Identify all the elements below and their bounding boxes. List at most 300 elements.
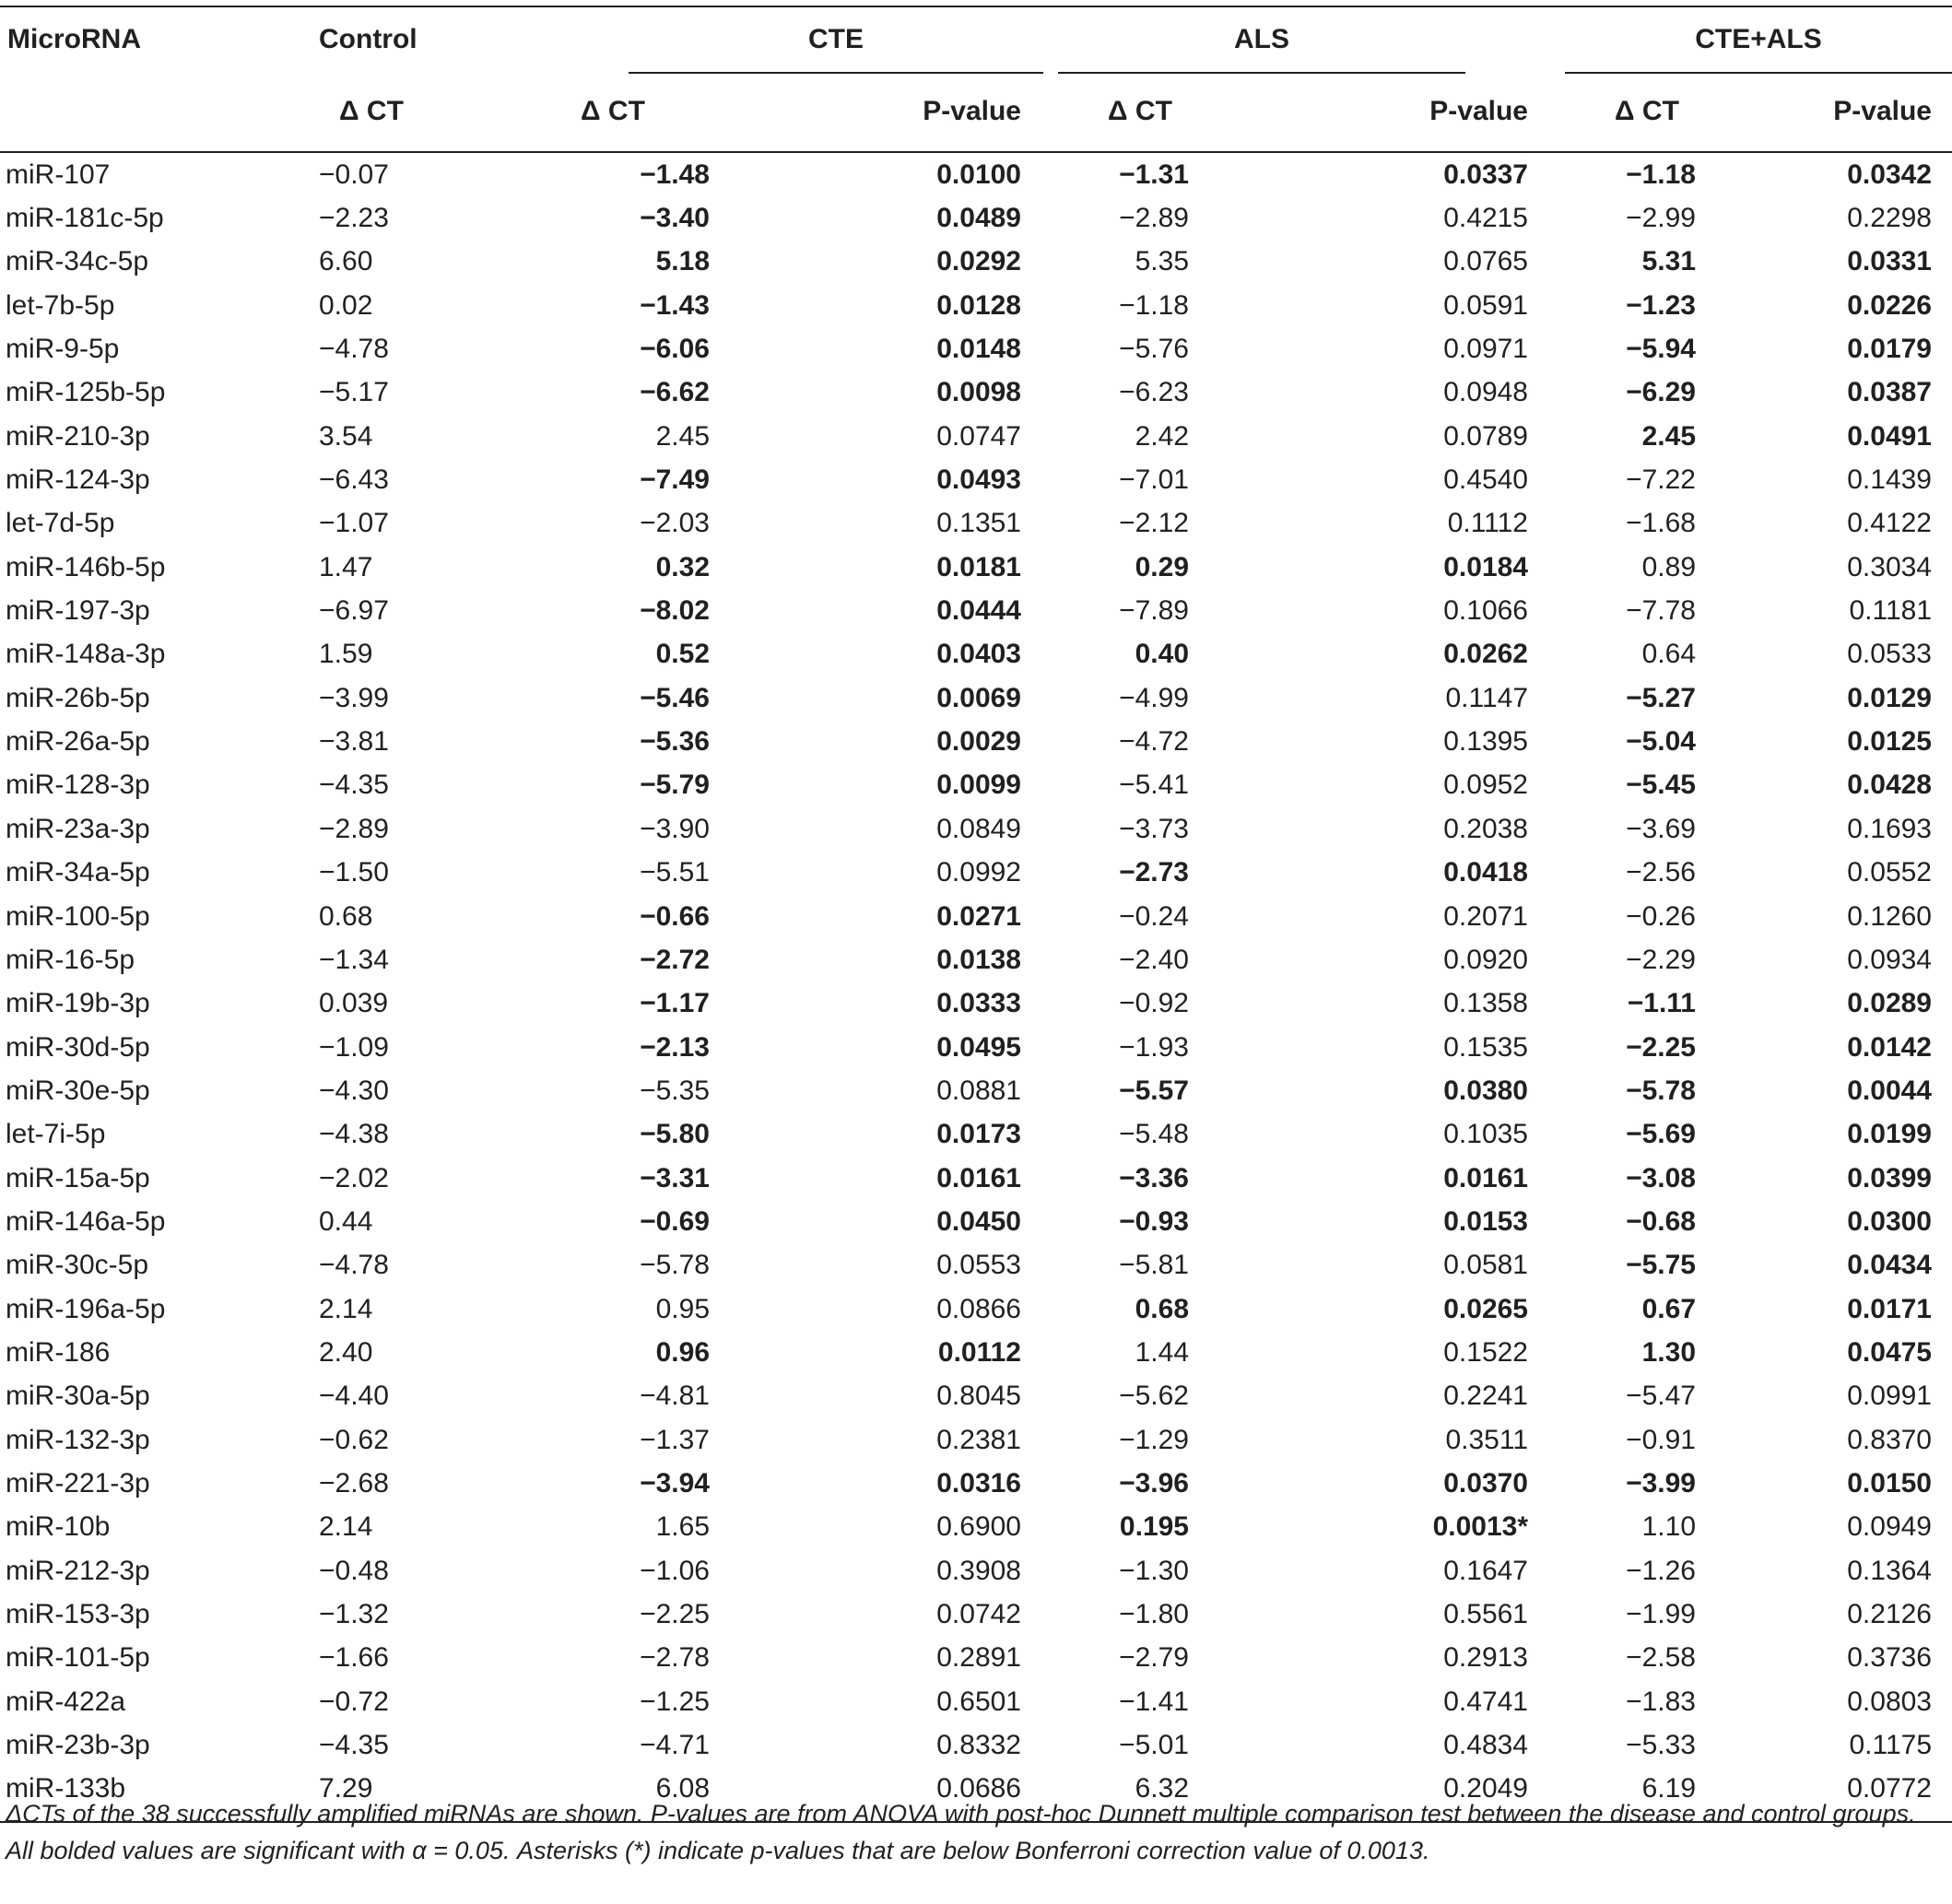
cell-als-pvalue: 0.2913 bbox=[1443, 1642, 1528, 1674]
cell-als-pvalue: 0.0948 bbox=[1443, 377, 1528, 408]
header-microrna: MicroRNA bbox=[0, 6, 276, 72]
cell-cte-dct: 6.08 bbox=[544, 1768, 774, 1822]
header-cte-als: CTE+ALS bbox=[1695, 24, 1822, 54]
cell-als-dct: −3.36 bbox=[1119, 1162, 1189, 1193]
cell-cte-dct: −4.81 bbox=[640, 1381, 710, 1412]
cell-cte-dct: −5.51 bbox=[640, 857, 710, 888]
table-row bbox=[0, 1637, 1952, 1680]
cell-cte-als-pvalue: 0.0044 bbox=[1847, 1075, 1932, 1106]
cell-als-dct: −7.01 bbox=[1119, 464, 1189, 496]
cell-cte-als-pvalue: 0.2126 bbox=[1847, 1599, 1932, 1630]
cell-cte-pvalue: 0.0138 bbox=[936, 944, 1021, 975]
cell-control-dct: 2.40 bbox=[319, 1336, 373, 1368]
cell-control-dct: −4.78 bbox=[319, 1250, 389, 1281]
table-row bbox=[0, 1375, 1952, 1418]
cell-als-dct: −3.96 bbox=[1119, 1467, 1189, 1499]
cell-control-dct: −1.32 bbox=[319, 1599, 389, 1630]
cell-als-pvalue: 0.4540 bbox=[1443, 464, 1528, 496]
cell-cte-als-pvalue: 0.0289 bbox=[1847, 988, 1932, 1019]
header-control: Control bbox=[276, 6, 544, 72]
cell-cte-pvalue: 0.0128 bbox=[936, 289, 1021, 321]
cell-cte-dct: −1.43 bbox=[640, 289, 710, 321]
cell-cte-als-pvalue: 0.1693 bbox=[1847, 813, 1932, 844]
cell-microrna: miR-30d-5p bbox=[6, 1031, 150, 1063]
cell-cte-dct: −4.71 bbox=[640, 1730, 710, 1761]
cell-cte-als-dct: −5.33 bbox=[1626, 1730, 1696, 1761]
cell-cte-dct: −8.02 bbox=[640, 595, 710, 627]
header-row-groups bbox=[0, 6, 1952, 72]
cell-cte-als-dct: −6.29 bbox=[1626, 377, 1696, 408]
cell-als-pvalue: 0.1147 bbox=[1445, 682, 1528, 713]
cell-cte-als-dct: 6.19 bbox=[1558, 1768, 1788, 1822]
cell-cte-dct: −2.72 bbox=[640, 944, 710, 975]
cell-cte-als-dct: −7.22 bbox=[1626, 464, 1696, 496]
cell-cte-als-pvalue: 0.3034 bbox=[1847, 551, 1932, 582]
cell-cte-pvalue: 0.0271 bbox=[936, 900, 1021, 932]
cell-cte-dct: −0.66 bbox=[640, 900, 710, 932]
cell-cte-als-pvalue: 0.0772 bbox=[1788, 1768, 1952, 1822]
cell-cte-dct: −3.40 bbox=[640, 203, 710, 234]
cell-cte-als-dct: 1.10 bbox=[1641, 1511, 1696, 1543]
cell-control-dct: −0.72 bbox=[319, 1686, 389, 1717]
cell-control-dct: 3.54 bbox=[319, 420, 373, 452]
cell-control-dct: −4.78 bbox=[319, 334, 389, 365]
cell-cte-pvalue: 0.6501 bbox=[936, 1686, 1021, 1717]
cell-cte-dct: −5.80 bbox=[640, 1119, 710, 1150]
cell-als-pvalue: 0.0265 bbox=[1443, 1293, 1528, 1324]
cell-control-dct: 2.14 bbox=[319, 1511, 373, 1543]
table-row bbox=[0, 152, 1952, 196]
cell-als-pvalue: 0.0952 bbox=[1443, 770, 1528, 801]
cell-als-dct: −2.89 bbox=[1119, 203, 1189, 234]
cell-cte-dct: −5.46 bbox=[640, 682, 710, 713]
cell-control-dct: 0.68 bbox=[319, 900, 373, 932]
cell-control-dct: −2.89 bbox=[319, 813, 389, 844]
cell-als-dct: 0.29 bbox=[1135, 551, 1189, 582]
cell-cte-als-dct: −1.99 bbox=[1626, 1599, 1696, 1630]
table-row bbox=[0, 1113, 1952, 1157]
cell-als-pvalue: 0.4741 bbox=[1443, 1686, 1528, 1717]
table-row bbox=[0, 1506, 1952, 1549]
cell-control-dct: −4.35 bbox=[319, 1730, 389, 1761]
cell-als-dct: 5.35 bbox=[1135, 246, 1189, 277]
cell-cte-dct: −5.78 bbox=[640, 1250, 710, 1281]
cte-als-group-rule bbox=[1565, 72, 1952, 74]
cell-cte-als-dct: 0.64 bbox=[1641, 639, 1696, 670]
cell-als-pvalue: 0.0591 bbox=[1443, 289, 1528, 321]
cell-cte-dct: 5.18 bbox=[655, 246, 710, 277]
cell-control-dct: −0.48 bbox=[319, 1555, 389, 1586]
cell-microrna: miR-212-3p bbox=[6, 1555, 150, 1586]
table-row bbox=[0, 589, 1952, 632]
cell-cte-als-dct: −1.26 bbox=[1626, 1555, 1696, 1586]
cell-cte-als-pvalue: 0.0552 bbox=[1847, 857, 1932, 888]
cell-cte-pvalue: 0.0029 bbox=[936, 726, 1021, 758]
cell-cte-als-dct: −7.78 bbox=[1626, 595, 1696, 627]
cell-control-dct: −1.07 bbox=[319, 508, 389, 539]
cell-cte-pvalue: 0.0747 bbox=[936, 420, 1021, 452]
cell-cte-als-dct: −3.08 bbox=[1626, 1162, 1696, 1193]
cell-cte-pvalue: 0.0849 bbox=[936, 813, 1021, 844]
cell-cte-als-pvalue: 0.1181 bbox=[1849, 595, 1932, 627]
cell-cte-dct: −6.06 bbox=[640, 334, 710, 365]
cell-als-dct: −1.31 bbox=[1119, 159, 1189, 190]
table-footnote: ΔCTs of the 38 successfully amplified miRNAs are shown. P-values are from ANOVA with post-hoc Dunnett multiple comparison test between the disease and control groups. All bolded values are significant with α = 0.05. Asterisks (*) indicate p-values that are below Bonferroni correction value of 0.0013. bbox=[6, 1800, 1916, 1864]
cell-microrna: miR-101-5p bbox=[6, 1642, 150, 1674]
table-row bbox=[0, 1244, 1952, 1287]
cell-control-dct: 0.039 bbox=[319, 988, 389, 1019]
cell-control-dct: −4.40 bbox=[319, 1381, 389, 1412]
cell-microrna: miR-153-3p bbox=[6, 1599, 150, 1630]
cell-als-pvalue: 0.0161 bbox=[1443, 1162, 1528, 1193]
cell-cte-als-dct: −1.83 bbox=[1626, 1686, 1696, 1717]
cell-als-pvalue: 0.1522 bbox=[1443, 1336, 1528, 1368]
cell-als-dct: −3.73 bbox=[1119, 813, 1189, 844]
cell-als-pvalue: 0.0971 bbox=[1443, 334, 1528, 365]
cell-als-dct: 1.44 bbox=[1135, 1336, 1189, 1368]
table-row bbox=[0, 1462, 1952, 1505]
cell-als-pvalue: 0.0581 bbox=[1443, 1250, 1528, 1281]
cell-cte-als-pvalue: 0.1364 bbox=[1847, 1555, 1932, 1586]
cell-cte-als-dct: −5.69 bbox=[1626, 1119, 1696, 1150]
cell-als-pvalue: 0.2049 bbox=[1281, 1768, 1558, 1822]
cell-cte-als-dct: 1.30 bbox=[1641, 1336, 1696, 1368]
cell-cte-dct: 0.52 bbox=[655, 639, 710, 670]
cell-microrna: miR-30a-5p bbox=[6, 1381, 150, 1412]
cell-als-pvalue: 0.0370 bbox=[1443, 1467, 1528, 1499]
cell-control-dct: −3.81 bbox=[319, 726, 389, 758]
cell-microrna: miR-125b-5p bbox=[6, 377, 166, 408]
header-empty bbox=[0, 72, 276, 152]
cell-cte-pvalue: 0.0069 bbox=[936, 682, 1021, 713]
cell-cte-pvalue: 0.3908 bbox=[936, 1555, 1021, 1586]
cell-als-pvalue: 0.1358 bbox=[1443, 988, 1528, 1019]
cell-cte-als-dct: −2.99 bbox=[1626, 203, 1696, 234]
cell-microrna: miR-26a-5p bbox=[6, 726, 150, 758]
cell-control-dct: −2.02 bbox=[319, 1162, 389, 1193]
cell-cte-dct: −1.48 bbox=[640, 159, 710, 190]
cell-cte-als-pvalue: 0.0171 bbox=[1847, 1293, 1932, 1324]
cell-control-dct: −4.38 bbox=[319, 1119, 389, 1150]
table-row bbox=[0, 938, 1952, 981]
cell-cte-dct: −2.13 bbox=[640, 1031, 710, 1063]
cell-microrna: miR-16-5p bbox=[6, 944, 135, 975]
cell-cte-als-dct: −2.56 bbox=[1626, 857, 1696, 888]
cell-als-pvalue: 0.0920 bbox=[1443, 944, 1528, 975]
cell-cte-als-pvalue: 0.0803 bbox=[1847, 1686, 1932, 1717]
cell-cte-als-pvalue: 0.0934 bbox=[1847, 944, 1932, 975]
cell-cte-pvalue: 0.0866 bbox=[936, 1293, 1021, 1324]
cell-microrna: miR-23b-3p bbox=[6, 1730, 150, 1761]
cell-cte-pvalue: 0.0444 bbox=[936, 595, 1021, 627]
cell-cte-als-dct: −5.75 bbox=[1626, 1250, 1696, 1281]
cell-microrna: miR-100-5p bbox=[6, 900, 150, 932]
cell-cte-als-pvalue: 0.1260 bbox=[1847, 900, 1932, 932]
cell-control-dct: −0.62 bbox=[319, 1424, 389, 1455]
cell-cte-als-pvalue: 0.0533 bbox=[1847, 639, 1932, 670]
table-row bbox=[0, 1593, 1952, 1636]
cell-als-dct: −4.99 bbox=[1119, 682, 1189, 713]
cell-microrna: miR-9-5p bbox=[6, 334, 120, 365]
cell-cte-als-dct: −1.18 bbox=[1626, 159, 1696, 190]
table-row bbox=[0, 720, 1952, 763]
cell-cte-dct: −1.06 bbox=[640, 1555, 710, 1586]
table-row bbox=[0, 852, 1952, 895]
cell-control-dct: 2.14 bbox=[319, 1293, 373, 1324]
cell-als-pvalue: 0.3511 bbox=[1445, 1424, 1528, 1455]
header-als-pvalue: P-value bbox=[1281, 72, 1558, 152]
cell-cte-als-pvalue: 0.0331 bbox=[1847, 246, 1932, 277]
cell-cte-dct: 0.95 bbox=[655, 1293, 710, 1324]
cell-cte-als-dct: −0.68 bbox=[1626, 1205, 1696, 1237]
cell-cte-als-dct: −0.26 bbox=[1626, 900, 1696, 932]
cell-control-dct: 1.47 bbox=[319, 551, 373, 582]
cell-cte-als-dct: −5.45 bbox=[1626, 770, 1696, 801]
cell-cte-als-pvalue: 0.0199 bbox=[1847, 1119, 1932, 1150]
cell-als-dct: −5.62 bbox=[1119, 1381, 1189, 1412]
cell-cte-pvalue: 0.0686 bbox=[774, 1768, 1051, 1822]
cell-cte-als-pvalue: 0.0949 bbox=[1847, 1511, 1932, 1543]
cell-cte-dct: −1.17 bbox=[640, 988, 710, 1019]
cell-cte-pvalue: 0.2891 bbox=[936, 1642, 1021, 1674]
header-row-columns bbox=[0, 72, 1952, 152]
cell-als-pvalue: 0.0013* bbox=[1432, 1511, 1528, 1543]
cell-microrna: miR-107 bbox=[6, 159, 111, 190]
cell-cte-pvalue: 0.0316 bbox=[936, 1467, 1021, 1499]
cell-als-dct: −2.40 bbox=[1119, 944, 1189, 975]
cell-control-dct: −4.35 bbox=[319, 770, 389, 801]
cell-control-dct: −6.43 bbox=[319, 464, 389, 496]
cell-control-dct: −1.09 bbox=[319, 1031, 389, 1063]
cell-microrna: miR-128-3p bbox=[6, 770, 150, 801]
als-group-rule bbox=[1058, 72, 1465, 74]
cell-control-dct: −2.23 bbox=[319, 203, 389, 234]
cell-microrna: miR-221-3p bbox=[6, 1467, 150, 1499]
cell-cte-pvalue: 0.0333 bbox=[936, 988, 1021, 1019]
cell-als-pvalue: 0.5561 bbox=[1443, 1599, 1528, 1630]
table-row bbox=[0, 1069, 1952, 1112]
cell-microrna: miR-196a-5p bbox=[6, 1293, 166, 1324]
cell-cte-als-pvalue: 0.0434 bbox=[1847, 1250, 1932, 1281]
cell-control-dct: −2.68 bbox=[319, 1467, 389, 1499]
table-row bbox=[0, 196, 1952, 240]
table-row bbox=[0, 982, 1952, 1026]
cell-cte-pvalue: 0.0881 bbox=[936, 1075, 1021, 1106]
cell-microrna: let-7d-5p bbox=[6, 508, 115, 539]
table-row bbox=[0, 807, 1952, 851]
cell-control-dct: −0.07 bbox=[319, 159, 389, 190]
header-als: ALS bbox=[1234, 24, 1289, 54]
cell-control-dct: 7.29 bbox=[276, 1768, 544, 1822]
cell-cte-dct: −5.36 bbox=[640, 726, 710, 758]
cell-als-pvalue: 0.0789 bbox=[1443, 420, 1528, 452]
cell-microrna: miR-146b-5p bbox=[6, 551, 166, 582]
cell-cte-pvalue: 0.0489 bbox=[936, 203, 1021, 234]
cell-cte-als-dct: −5.27 bbox=[1626, 682, 1696, 713]
table-row bbox=[0, 546, 1952, 589]
cell-cte-als-dct: 2.45 bbox=[1641, 420, 1696, 452]
cell-cte-als-pvalue: 0.2298 bbox=[1847, 203, 1932, 234]
header-group-als bbox=[1051, 6, 1558, 72]
cell-cte-pvalue: 0.0493 bbox=[936, 464, 1021, 496]
cell-cte-pvalue: 0.8045 bbox=[936, 1381, 1021, 1412]
cell-als-dct: −2.12 bbox=[1119, 508, 1189, 539]
cell-microrna: miR-181c-5p bbox=[6, 203, 164, 234]
cell-cte-dct: −3.31 bbox=[640, 1162, 710, 1193]
cell-cte-dct: −0.69 bbox=[640, 1205, 710, 1237]
cell-cte-als-dct: 0.67 bbox=[1641, 1293, 1696, 1324]
cell-cte-dct: −3.94 bbox=[640, 1467, 710, 1499]
cell-cte-als-dct: 5.31 bbox=[1641, 246, 1696, 277]
table-row bbox=[0, 633, 1952, 676]
table-header bbox=[0, 6, 1952, 152]
cell-als-dct: −2.79 bbox=[1119, 1642, 1189, 1674]
cell-als-dct: −5.41 bbox=[1119, 770, 1189, 801]
cell-als-pvalue: 0.4215 bbox=[1443, 203, 1528, 234]
cell-cte-als-dct: −1.11 bbox=[1627, 988, 1696, 1019]
cell-als-pvalue: 0.0418 bbox=[1443, 857, 1528, 888]
table-row bbox=[0, 1723, 1952, 1767]
cell-als-dct: −5.57 bbox=[1119, 1075, 1189, 1106]
cell-cte-dct: 0.32 bbox=[655, 551, 710, 582]
cell-cte-als-pvalue: 0.0150 bbox=[1847, 1467, 1932, 1499]
cell-cte-dct: −1.37 bbox=[640, 1424, 710, 1455]
cell-control-dct: 1.59 bbox=[319, 639, 373, 670]
cell-microrna: miR-26b-5p bbox=[6, 682, 150, 713]
cell-control-dct: −4.30 bbox=[319, 1075, 389, 1106]
cte-group-rule bbox=[629, 72, 1043, 74]
cell-cte-dct: −5.79 bbox=[640, 770, 710, 801]
cell-control-dct: 0.44 bbox=[319, 1205, 373, 1237]
cell-cte-als-pvalue: 0.8370 bbox=[1847, 1424, 1932, 1455]
cell-cte-als-dct: −2.29 bbox=[1626, 944, 1696, 975]
table-row bbox=[0, 1418, 1952, 1462]
cell-cte-als-pvalue: 0.0179 bbox=[1847, 334, 1932, 365]
cell-microrna: miR-210-3p bbox=[6, 420, 150, 452]
header-group-cte bbox=[544, 6, 1051, 72]
cell-als-pvalue: 0.0184 bbox=[1443, 551, 1528, 582]
table-row bbox=[0, 1331, 1952, 1374]
cell-cte-als-dct: −2.58 bbox=[1626, 1642, 1696, 1674]
header-cte-als-pvalue: P-value bbox=[1788, 72, 1952, 152]
cell-cte-als-pvalue: 0.0428 bbox=[1847, 770, 1932, 801]
cell-cte-pvalue: 0.8332 bbox=[936, 1730, 1021, 1761]
cell-microrna: miR-19b-3p bbox=[6, 988, 150, 1019]
cell-als-pvalue: 0.2038 bbox=[1443, 813, 1528, 844]
cell-als-pvalue: 0.4834 bbox=[1443, 1730, 1528, 1761]
cell-control-dct: 0.02 bbox=[319, 289, 373, 321]
cell-als-pvalue: 0.2241 bbox=[1443, 1381, 1528, 1412]
cell-als-dct: −5.01 bbox=[1119, 1730, 1189, 1761]
header-cte-pvalue: P-value bbox=[774, 72, 1051, 152]
cell-cte-als-pvalue: 0.0125 bbox=[1847, 726, 1932, 758]
header-cte-als-dct: Δ CT bbox=[1558, 72, 1788, 152]
table-row bbox=[0, 241, 1952, 284]
cell-cte-pvalue: 0.0292 bbox=[936, 246, 1021, 277]
cell-cte-pvalue: 0.0098 bbox=[936, 377, 1021, 408]
table-row bbox=[0, 284, 1952, 327]
table-row bbox=[0, 895, 1952, 938]
cell-als-dct: −5.48 bbox=[1119, 1119, 1189, 1150]
table-row bbox=[0, 371, 1952, 415]
cell-cte-als-pvalue: 0.0387 bbox=[1847, 377, 1932, 408]
cell-microrna: miR-30c-5p bbox=[6, 1250, 149, 1281]
cell-cte-als-pvalue: 0.0342 bbox=[1847, 159, 1932, 190]
cell-als-dct: −0.92 bbox=[1119, 988, 1189, 1019]
cell-als-dct: −1.93 bbox=[1119, 1031, 1189, 1063]
cell-als-dct: 6.32 bbox=[1051, 1768, 1281, 1822]
cell-als-dct: −1.30 bbox=[1119, 1555, 1189, 1586]
cell-cte-pvalue: 0.0099 bbox=[936, 770, 1021, 801]
cell-cte-als-pvalue: 0.0300 bbox=[1847, 1205, 1932, 1237]
cell-als-pvalue: 0.1395 bbox=[1443, 726, 1528, 758]
cell-cte-als-pvalue: 0.0226 bbox=[1847, 289, 1932, 321]
cell-als-dct: −1.80 bbox=[1119, 1599, 1189, 1630]
cell-als-pvalue: 0.1035 bbox=[1443, 1119, 1528, 1150]
cell-microrna: miR-132-3p bbox=[6, 1424, 150, 1455]
cell-microrna: miR-133b bbox=[0, 1768, 276, 1822]
cell-als-dct: −2.73 bbox=[1119, 857, 1189, 888]
cell-als-dct: −1.29 bbox=[1119, 1424, 1189, 1455]
cell-cte-als-pvalue: 0.1439 bbox=[1847, 464, 1932, 496]
table-row bbox=[0, 764, 1952, 807]
cell-control-dct: −6.97 bbox=[319, 595, 389, 627]
cell-microrna: miR-148a-3p bbox=[6, 639, 166, 670]
cell-microrna: miR-15a-5p bbox=[6, 1162, 150, 1193]
table-body bbox=[0, 152, 1952, 1822]
cell-cte-dct: −2.03 bbox=[640, 508, 710, 539]
table-row bbox=[0, 458, 1952, 501]
cell-microrna: let-7b-5p bbox=[6, 289, 115, 321]
header-als-dct: Δ CT bbox=[1051, 72, 1281, 152]
table-row bbox=[0, 1157, 1952, 1200]
cell-cte-pvalue: 0.0992 bbox=[936, 857, 1021, 888]
table-row bbox=[0, 1026, 1952, 1069]
cell-cte-als-pvalue: 0.0475 bbox=[1847, 1336, 1932, 1368]
cell-cte-dct: −5.35 bbox=[640, 1075, 710, 1106]
cell-cte-als-dct: −3.99 bbox=[1626, 1467, 1696, 1499]
table-row bbox=[0, 1200, 1952, 1243]
cell-als-pvalue: 0.1535 bbox=[1443, 1031, 1528, 1063]
cell-cte-dct: −1.25 bbox=[640, 1686, 710, 1717]
cell-cte-dct: −2.25 bbox=[640, 1599, 710, 1630]
cell-cte-als-pvalue: 0.0129 bbox=[1847, 682, 1932, 713]
cell-microrna: let-7i-5p bbox=[6, 1119, 106, 1150]
cell-als-pvalue: 0.1066 bbox=[1443, 595, 1528, 627]
cell-als-dct: −0.93 bbox=[1119, 1205, 1189, 1237]
cell-microrna: miR-10b bbox=[6, 1511, 111, 1543]
mirna-table bbox=[0, 6, 1952, 1823]
table-row bbox=[0, 1680, 1952, 1723]
cell-als-pvalue: 0.2071 bbox=[1443, 900, 1528, 932]
cell-cte-als-dct: −5.94 bbox=[1626, 334, 1696, 365]
cell-microrna: miR-146a-5p bbox=[6, 1205, 166, 1237]
cell-cte-als-dct: −5.47 bbox=[1626, 1381, 1696, 1412]
cell-cte-pvalue: 0.0495 bbox=[936, 1031, 1021, 1063]
cell-als-dct: −5.76 bbox=[1119, 334, 1189, 365]
cell-als-dct: −1.18 bbox=[1119, 289, 1189, 321]
cell-microrna: miR-34c-5p bbox=[6, 246, 149, 277]
cell-als-pvalue: 0.0765 bbox=[1443, 246, 1528, 277]
cell-cte-pvalue: 0.6900 bbox=[936, 1511, 1021, 1543]
cell-cte-als-pvalue: 0.0399 bbox=[1847, 1162, 1932, 1193]
cell-als-dct: 0.40 bbox=[1135, 639, 1189, 670]
cell-control-dct: −3.99 bbox=[319, 682, 389, 713]
cell-cte-pvalue: 0.0553 bbox=[936, 1250, 1021, 1281]
cell-control-dct: −1.66 bbox=[319, 1642, 389, 1674]
cell-cte-dct: 0.96 bbox=[655, 1336, 710, 1368]
cell-als-dct: −4.72 bbox=[1119, 726, 1189, 758]
